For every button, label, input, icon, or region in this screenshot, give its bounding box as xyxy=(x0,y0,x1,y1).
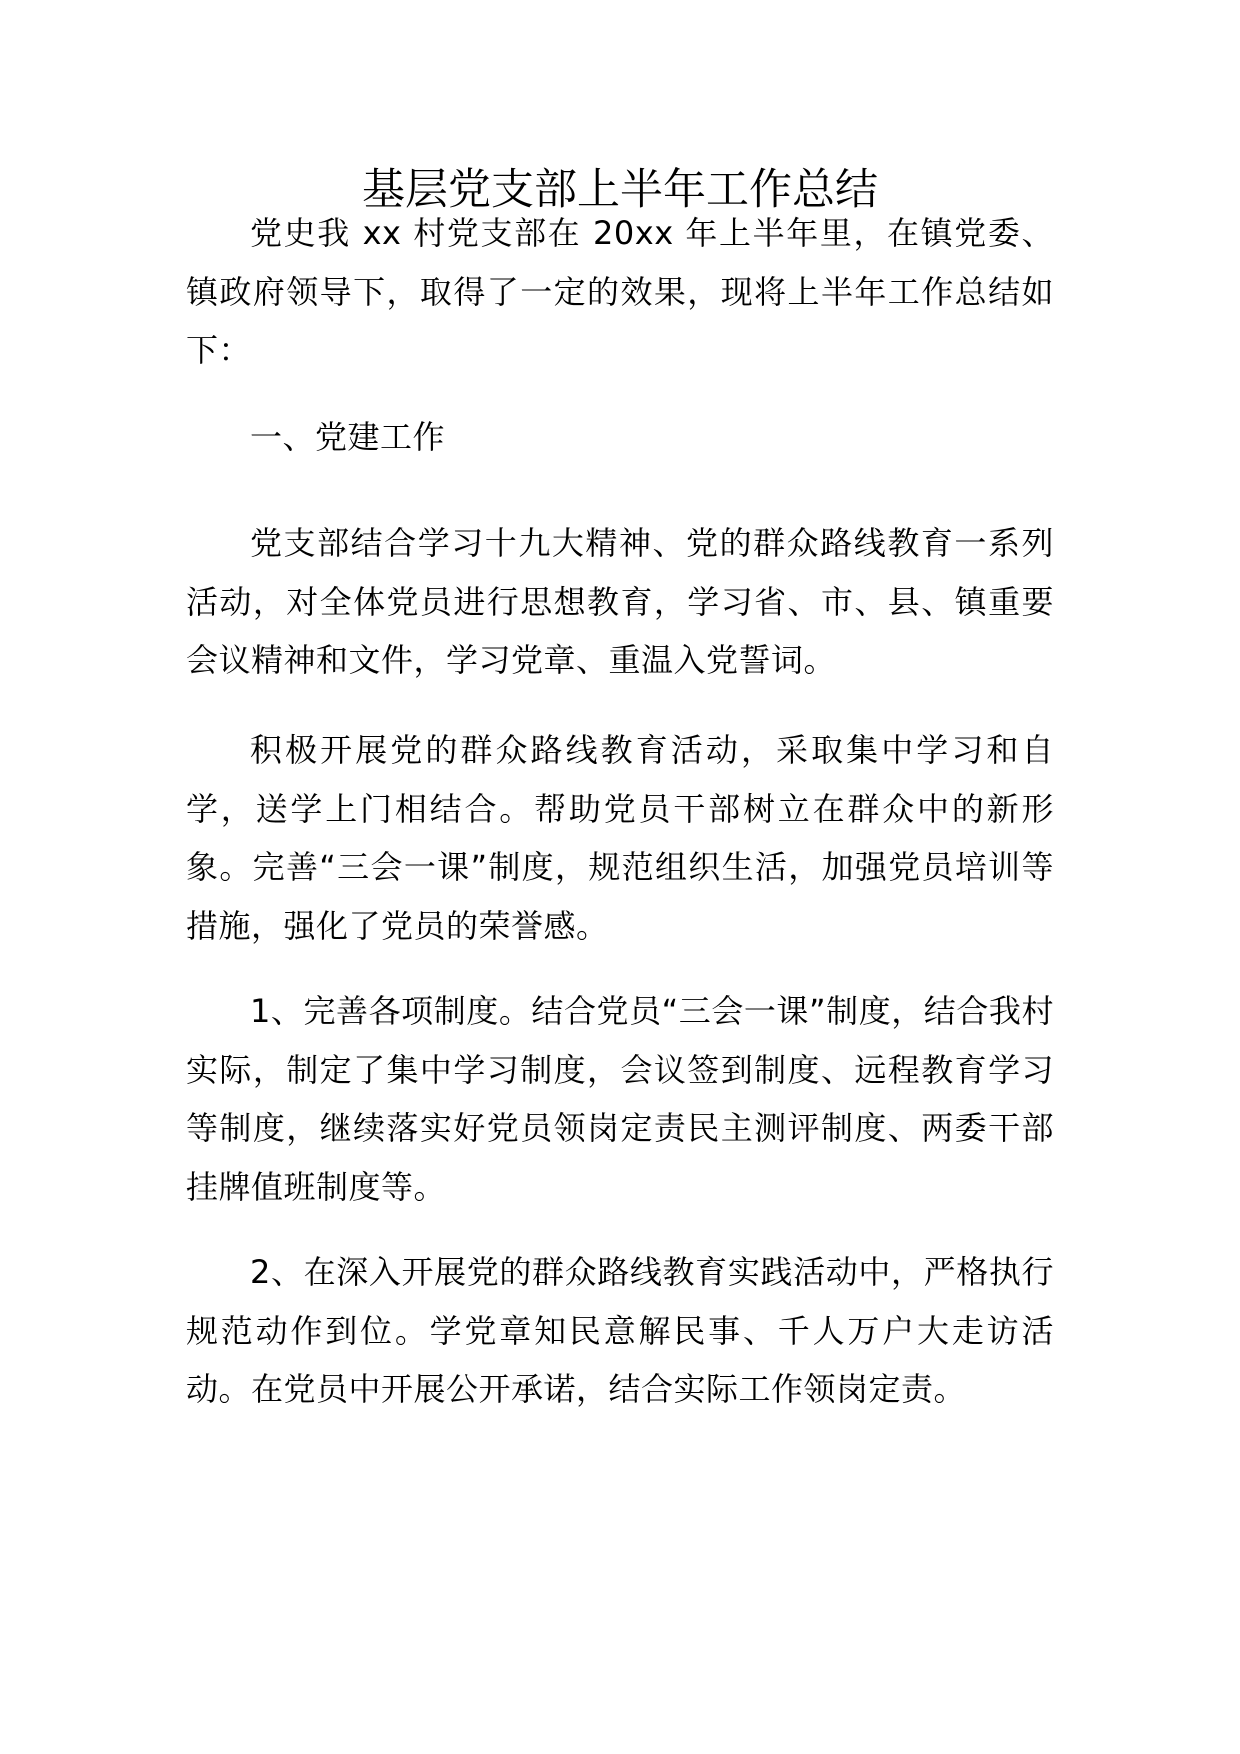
paragraph-mass-line-education: 积极开展党的群众路线教育活动，采取集中学习和自学，送学上门相结合。帮助党员干部树立在群众中的新形象。完善“三会一课”制度，规范组织生活，加强党员培训等措施，强化了党员的荣誉感。 xyxy=(186,731,1054,945)
paragraph-improve-systems: 1、完善各项制度。结合党员“三会一课”制度，结合我村实际，制定了集中学习制度，会议签到制度、远程教育学习等制度，继续落实好党员领岗定责民主测评制度、两委干部挂牌值班制度等。 xyxy=(186,992,1054,1206)
paragraph-practice-activities: 2、在深入开展党的群众路线教育实践活动中，严格执行规范动作到位。学党章知民意解民事、千人万户大走访活动。在党员中开展公开承诺，结合实际工作领岗定责。 xyxy=(186,1253,1054,1408)
document-title: 基层党支部上半年工作总结 xyxy=(362,165,878,215)
section-heading-party-building: 一、党建工作 xyxy=(250,418,446,456)
intro-paragraph: 党史我 xx 村党支部在 20xx 年上半年里，在镇党委、镇政府领导下，取得了一定的效果，现将上半年工作总结如下： xyxy=(186,214,1054,369)
paragraph-study-activities: 党支部结合学习十九大精神、党的群众路线教育一系列活动，对全体党员进行思想教育，学习省、市、县、镇重要会议精神和文件，学习党章、重温入党誓词。 xyxy=(186,524,1054,679)
